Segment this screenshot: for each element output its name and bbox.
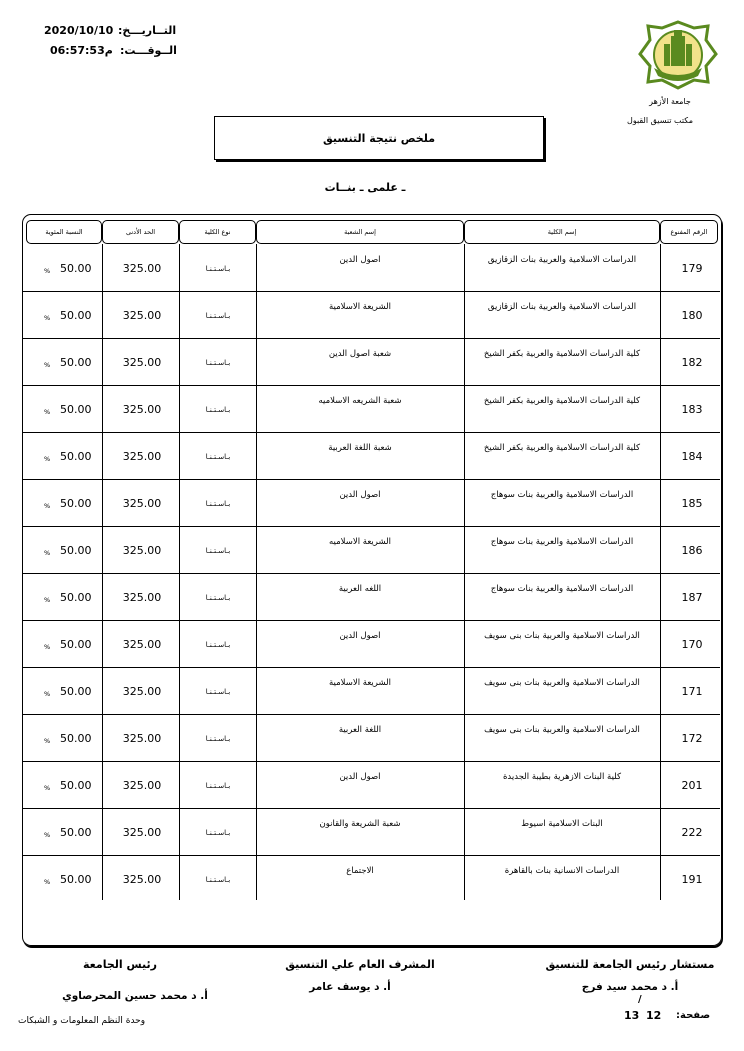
row-pct-sign: % xyxy=(44,784,51,792)
row-min: 325.00 xyxy=(122,873,162,886)
row-divider xyxy=(22,761,720,762)
page-slash: / xyxy=(638,994,642,1005)
row-code: 187 xyxy=(681,591,703,604)
report-subtitle: ـ علمى ـ بنــات xyxy=(324,181,406,194)
row-min: 325.00 xyxy=(122,450,162,463)
row-branch: اللغه العربية xyxy=(338,584,382,594)
row-college: الدراسات الاسلامية والعربية بنات بنى سويف xyxy=(484,725,640,735)
report-title: ملخص نتيجة التنسيق xyxy=(214,116,544,160)
row-type: بـاسـتـنـا xyxy=(205,359,231,367)
row-pct: 50.00 xyxy=(60,262,92,275)
row-min: 325.00 xyxy=(122,262,162,275)
row-branch: اصول الدين xyxy=(339,490,381,500)
row-branch: اصول الدين xyxy=(339,772,381,782)
row-min: 325.00 xyxy=(122,779,162,792)
row-branch: اصول الدين xyxy=(339,631,381,641)
row-type: بـاسـتـنـا xyxy=(205,500,231,508)
row-min: 325.00 xyxy=(122,732,162,745)
row-code: 186 xyxy=(681,544,703,557)
al-azhar-logo-icon xyxy=(636,20,720,90)
row-min: 325.00 xyxy=(122,309,162,322)
row-divider xyxy=(22,714,720,715)
row-type: بـاسـتـنـا xyxy=(205,735,231,743)
row-divider xyxy=(22,526,720,527)
row-divider xyxy=(22,808,720,809)
row-code: 185 xyxy=(681,497,703,510)
row-pct: 50.00 xyxy=(60,544,92,557)
row-min: 325.00 xyxy=(122,544,162,557)
row-divider xyxy=(22,479,720,480)
row-code: 170 xyxy=(681,638,703,651)
row-code: 191 xyxy=(681,873,703,886)
col-header-branch: إسم الشعبة xyxy=(256,220,464,244)
page-label: صفحة: xyxy=(676,1010,711,1021)
row-divider xyxy=(22,667,720,668)
row-code: 179 xyxy=(681,262,703,275)
row-divider xyxy=(22,855,720,856)
row-branch: الشريعة الاسلامية xyxy=(328,302,392,312)
col-header-college: إسم الكلية xyxy=(464,220,660,244)
row-divider xyxy=(22,573,720,574)
row-pct: 50.00 xyxy=(60,779,92,792)
row-pct: 50.00 xyxy=(60,638,92,651)
date-label: التــاريـــخ: xyxy=(118,24,177,37)
row-branch: شعبة الشريعة والقانون xyxy=(319,819,401,829)
row-college: الدراسات الانسانية بنات بالقاهرة xyxy=(504,866,620,876)
supervisor-title: المشرف العام علي التنسيق xyxy=(285,958,435,971)
row-min: 325.00 xyxy=(122,403,162,416)
row-type: بـاسـتـنـا xyxy=(205,829,231,837)
row-college: الدراسات الاسلامية والعربية بنات الزقازيق xyxy=(487,302,637,312)
row-branch: شعبة الشريعه الاسلاميه xyxy=(318,396,402,406)
row-branch: الاجتماع xyxy=(346,866,374,876)
row-college: كلية البنات الازهرية بطيبة الجديدة xyxy=(502,772,622,782)
page-current: 12 xyxy=(646,1009,662,1022)
row-code: 180 xyxy=(681,309,703,322)
time-label: الــوقـــت: xyxy=(120,44,177,57)
row-pct: 50.00 xyxy=(60,826,92,839)
row-type: بـاسـتـنـا xyxy=(205,312,231,320)
row-code: 183 xyxy=(681,403,703,416)
row-type: بـاسـتـنـا xyxy=(205,594,231,602)
row-type: بـاسـتـنـا xyxy=(205,453,231,461)
row-divider xyxy=(22,291,720,292)
row-code: 184 xyxy=(681,450,703,463)
row-pct-sign: % xyxy=(44,831,51,839)
row-min: 325.00 xyxy=(122,497,162,510)
row-college: كلية الدراسات الاسلامية والعربية بكفر الشيخ xyxy=(483,443,641,453)
row-min: 325.00 xyxy=(122,591,162,604)
col-divider xyxy=(256,244,257,900)
row-code: 172 xyxy=(681,732,703,745)
row-code: 182 xyxy=(681,356,703,369)
row-type: بـاسـتـنـا xyxy=(205,688,231,696)
row-college: كلية الدراسات الاسلامية والعربية بكفر الشيخ xyxy=(483,396,641,406)
advisor-name: أ. د محمد سيد فرج xyxy=(581,981,679,993)
row-min: 325.00 xyxy=(122,826,162,839)
row-pct-sign: % xyxy=(44,455,51,463)
row-type: بـاسـتـنـا xyxy=(205,641,231,649)
row-pct-sign: % xyxy=(44,878,51,886)
col-header-code: الرقم المفنوع xyxy=(660,220,718,244)
office-name: مكتب تنسيق القبول xyxy=(627,116,693,125)
row-code: 201 xyxy=(681,779,703,792)
row-college: الدراسات الاسلامية والعربية بنات بنى سويف xyxy=(484,678,640,688)
row-type: بـاسـتـنـا xyxy=(205,547,231,555)
row-pct: 50.00 xyxy=(60,356,92,369)
row-branch: شعبة اصول الدين xyxy=(328,349,392,359)
col-header-min: الحد الأدنى xyxy=(102,220,179,244)
row-pct-sign: % xyxy=(44,643,51,651)
row-college: الدراسات الاسلامية والعربية بنات الزقازيق xyxy=(487,255,637,265)
row-min: 325.00 xyxy=(122,356,162,369)
advisor-title: مستشار رئيس الجامعة للتنسيق xyxy=(545,958,715,971)
row-college: الدراسات الاسلامية والعربية بنات سوهاج xyxy=(490,584,634,594)
col-divider xyxy=(179,244,180,900)
col-header-pct: النسبة المئوية xyxy=(26,220,102,244)
row-pct: 50.00 xyxy=(60,732,92,745)
time-value: 06:57:53م xyxy=(50,44,113,57)
row-branch: اللغة العربية xyxy=(338,725,382,735)
row-code: 171 xyxy=(681,685,703,698)
row-pct: 50.00 xyxy=(60,591,92,604)
page-total: 13 xyxy=(624,1009,640,1022)
row-divider xyxy=(22,620,720,621)
row-college: البنات الاسلامية اسيوط xyxy=(521,819,603,829)
university-name: جامعة الأزهر xyxy=(649,97,691,106)
row-pct: 50.00 xyxy=(60,685,92,698)
row-pct-sign: % xyxy=(44,361,51,369)
date-value: 2020/10/10 xyxy=(44,24,114,37)
row-pct-sign: % xyxy=(44,596,51,604)
row-code: 222 xyxy=(681,826,703,839)
row-branch: الشريعة الاسلاميه xyxy=(328,537,392,547)
unit-name: وحدة النظم المعلومات و الشبكات xyxy=(18,1016,146,1026)
row-college: كلية الدراسات الاسلامية والعربية بكفر الشيخ xyxy=(483,349,641,359)
president-title: رئيس الجامعة xyxy=(83,958,157,971)
row-pct-sign: % xyxy=(44,408,51,416)
row-branch: الشريعة الاسلامية xyxy=(328,678,392,688)
row-branch: شعبة اللغة العربية xyxy=(328,443,392,453)
row-pct: 50.00 xyxy=(60,873,92,886)
row-college: الدراسات الاسلامية والعربية بنات سوهاج xyxy=(490,537,634,547)
row-pct: 50.00 xyxy=(60,309,92,322)
supervisor-name: أ. د يوسف عامر xyxy=(309,981,391,993)
col-divider xyxy=(660,244,661,900)
row-pct-sign: % xyxy=(44,549,51,557)
col-divider xyxy=(102,244,103,900)
row-type: بـاسـتـنـا xyxy=(205,265,231,273)
row-pct: 50.00 xyxy=(60,497,92,510)
row-divider xyxy=(22,385,720,386)
row-pct: 50.00 xyxy=(60,403,92,416)
row-type: بـاسـتـنـا xyxy=(205,406,231,414)
row-min: 325.00 xyxy=(122,638,162,651)
row-type: بـاسـتـنـا xyxy=(205,876,231,884)
row-pct-sign: % xyxy=(44,502,51,510)
row-pct: 50.00 xyxy=(60,450,92,463)
row-college: الدراسات الاسلامية والعربية بنات سوهاج xyxy=(490,490,634,500)
col-divider xyxy=(464,244,465,900)
row-pct-sign: % xyxy=(44,737,51,745)
row-college: الدراسات الاسلامية والعربية بنات بنى سويف xyxy=(484,631,640,641)
col-header-type: نوع الكلية xyxy=(179,220,256,244)
row-type: بـاسـتـنـا xyxy=(205,782,231,790)
president-name: أ. د محمد حسين المحرصاوي xyxy=(62,990,208,1002)
row-branch: اصول الدين xyxy=(339,255,381,265)
row-pct-sign: % xyxy=(44,267,51,275)
row-divider xyxy=(22,338,720,339)
row-divider xyxy=(22,432,720,433)
row-min: 325.00 xyxy=(122,685,162,698)
row-pct-sign: % xyxy=(44,690,51,698)
row-pct-sign: % xyxy=(44,314,51,322)
